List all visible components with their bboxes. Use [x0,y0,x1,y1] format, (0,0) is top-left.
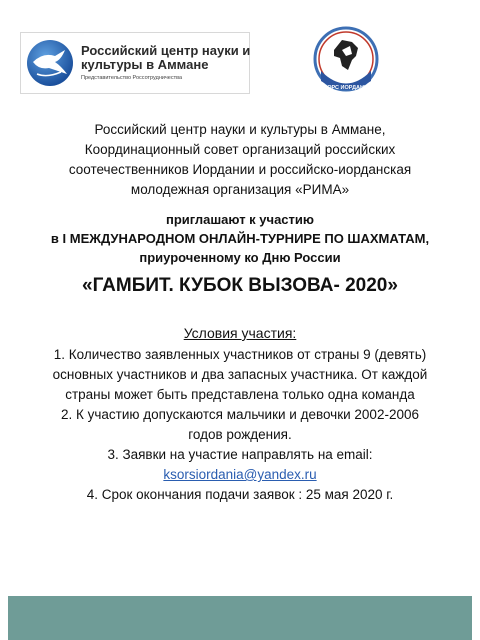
invite-line: в I МЕЖДУНАРОДНОМ ОНЛАЙН-ТУРНИРЕ ПО ШАХМАТАМ, [50,231,430,246]
globe-dove-icon [25,38,75,88]
condition-line: годов рождения. [188,427,292,442]
condition-line: основных участников и два запасных участника. От каждой [52,367,428,382]
logo-title-line1: Российский центр науки и [81,43,251,59]
intro-line: соотечественников Иордании и российско-иорданская [68,162,412,177]
logo-subtitle: Представительство Россотрудничества [81,74,183,81]
invite-line: приглашают к участию [165,212,314,227]
ksors-caption: КСОРС ИОРДАНИИ [320,85,372,91]
tournament-title: «ГАМБИТ. КУБОК ВЫЗОВА- 2020» [82,275,398,296]
condition-line: 3. Заявки на участие направлять на email: [107,447,373,462]
conditions-heading: Условия участия: [183,325,297,341]
intro-line: молодежная организация «РИМА» [130,182,350,197]
bottom-color-band [8,596,472,640]
invitation-heading [0,210,480,267]
intro-paragraph [0,120,480,200]
condition-line: страны может быть представлена только одна команда [65,387,415,402]
email-link[interactable]: ksorsiordania@yandex.ru [163,467,317,482]
condition-line: 1. Количество заявленных участников от страны 9 (девять) [53,347,427,362]
condition-line: 2. К участию допускаются мальчики и девочки 2002-2006 [61,407,419,422]
intro-line: Российский центр науки и культуры в Аммане, [94,122,386,137]
invite-line: приуроченному ко Дню России [139,250,341,265]
conditions-list [0,345,480,505]
condition-line: 4. Срок окончания подачи заявок : 25 мая 2020 г. [86,487,394,502]
ksors-emblem-icon [312,26,380,92]
logo-title-line2: культуры в Аммане [81,57,209,73]
rcsc-logo [20,32,250,94]
intro-line: Координационный совет организаций российских [84,142,396,157]
ksors-logo [312,26,380,92]
